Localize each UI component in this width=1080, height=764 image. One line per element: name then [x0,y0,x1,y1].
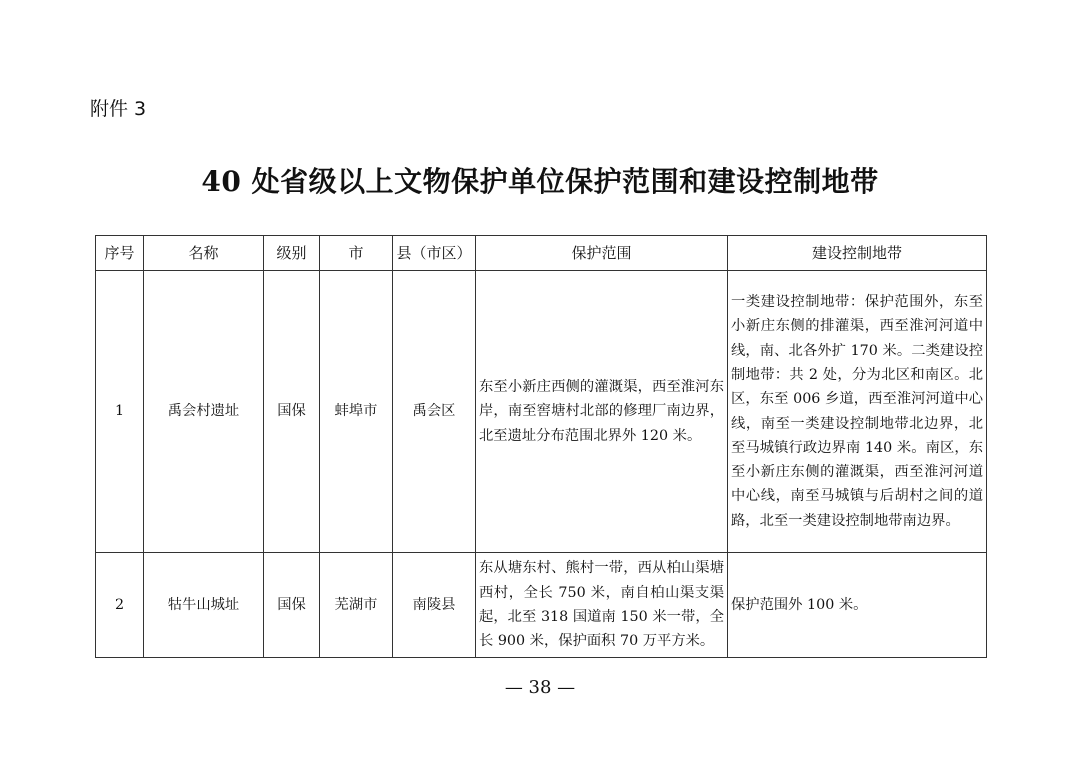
cell-construction-control: 一类建设控制地带：保护范围外，东至小新庄东侧的排灌渠，西至淮河河道中线，南、北各外扩 170 米。二类建设控制地带：共 2 处，分为北区和南区。北区，东至 006 乡道，西至淮河河道中心线，南至一类建设控制地带北边界，北至马城镇行政边界南 140 米。南区，东至小新庄东侧的灌溉渠，西至淮河河道中心线，南至马城镇与后胡村之间的道路，北至一类建设控制地带南边界。 [728,271,987,553]
cell-level: 国保 [264,553,320,658]
cell-county: 禹会区 [393,271,476,553]
cell-no: 1 [96,271,144,553]
header-protection-scope: 保护范围 [476,236,728,271]
cell-no: 2 [96,553,144,658]
cell-city: 芜湖市 [320,553,393,658]
cell-protection-scope: 东至小新庄西侧的灌溉渠，西至淮河东岸，南至窖塘村北部的修理厂南边界，北至遗址分布范围北界外 120 米。 [476,271,728,553]
attachment-label: 附件 3 [90,98,147,120]
table-header-row [96,236,987,271]
cell-construction-control: 保护范围外 100 米。 [728,553,987,658]
header-city: 市 [320,236,393,271]
cell-protection-scope: 东从塘东村、熊村一带，西从柏山渠塘西村，全长 750 米，南自柏山渠支渠起，北至 318 国道南 150 米一带，全长 900 米，保护面积 70 万平方米。 [476,553,728,658]
cell-level: 国保 [264,271,320,553]
table-row [96,271,987,553]
header-level: 级别 [264,236,320,271]
document-title: 40 处省级以上文物保护单位保护范围和建设控制地带 [201,165,879,198]
cell-city: 蚌埠市 [320,271,393,553]
heritage-sites-table [95,235,987,658]
cell-name: 牯牛山城址 [144,553,264,658]
cell-name: 禹会村遗址 [144,271,264,553]
header-construction-control: 建设控制地带 [728,236,987,271]
header-county: 县（市区） [393,236,476,271]
page-number: — 38 — [504,677,576,698]
header-name: 名称 [144,236,264,271]
header-no: 序号 [96,236,144,271]
table-row [96,553,987,658]
cell-county: 南陵县 [393,553,476,658]
